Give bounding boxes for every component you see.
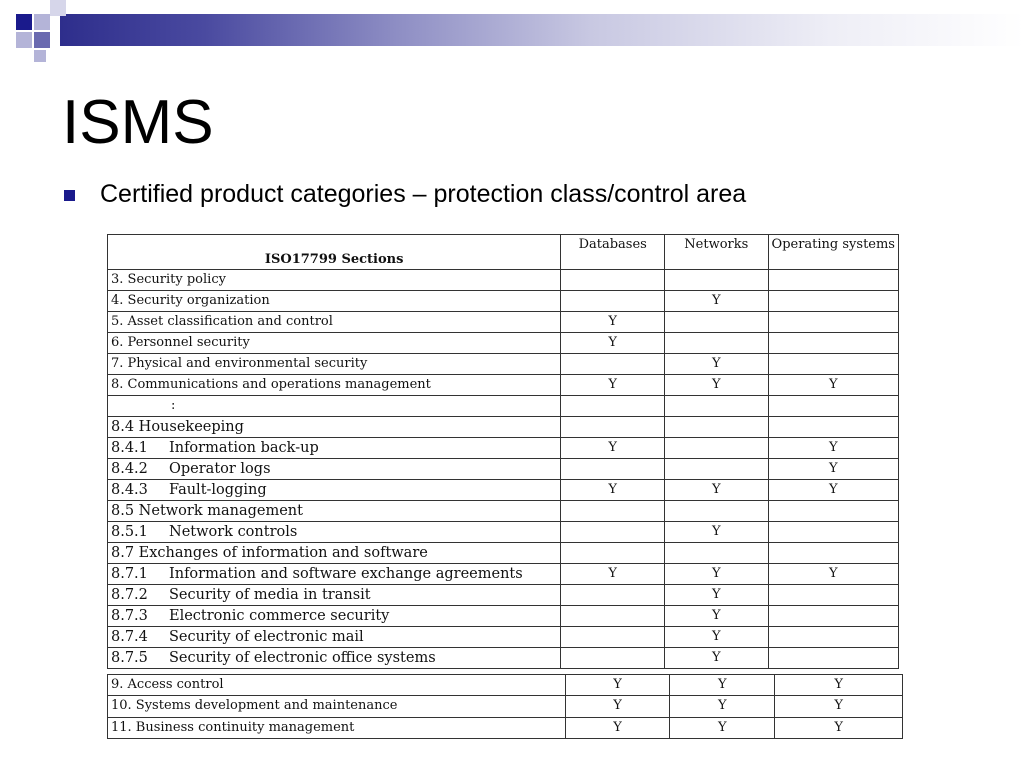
cell-db (561, 354, 665, 375)
cell-os (768, 270, 898, 291)
cell-net (665, 312, 768, 333)
section-cell (108, 270, 561, 291)
section-cell (108, 522, 561, 543)
section-label: 8.7 Exchanges of information and software (111, 545, 428, 561)
cell-net: Y (670, 675, 775, 696)
cell-net (665, 438, 768, 459)
table-row (108, 696, 903, 717)
table-row (108, 417, 899, 438)
cell-os (768, 501, 898, 522)
cell-os (768, 522, 898, 543)
header-sections: ISO17799 Sections (108, 235, 561, 270)
cell-os: Y (768, 375, 898, 396)
cell-db: Y (561, 438, 665, 459)
slide-bullet-text: Certified product categories – protection class/control area (100, 180, 747, 208)
section-label: Operator logs (169, 461, 271, 477)
section-label: Fault-logging (169, 482, 267, 498)
section-cell (108, 543, 561, 564)
cell-net: Y (665, 585, 768, 606)
cell-os (768, 627, 898, 648)
cell-net (665, 417, 768, 438)
cell-net: Y (665, 375, 768, 396)
section-number: 8.5.1 (111, 524, 148, 540)
cell-os (768, 606, 898, 627)
cell-db (561, 459, 665, 480)
table-row (108, 717, 903, 738)
section-label: 11. Business continuity management (108, 717, 566, 738)
header-square-light (50, 0, 66, 16)
cell-db: Y (561, 333, 665, 354)
table-row (108, 396, 899, 417)
cell-net (665, 459, 768, 480)
section-cell (108, 396, 561, 417)
section-cell (108, 627, 561, 648)
section-cell (108, 501, 561, 522)
cell-db: Y (561, 564, 665, 585)
cell-os (768, 291, 898, 312)
cell-db (561, 417, 665, 438)
table-row (108, 312, 899, 333)
header-operating-systems: Operating systems (768, 235, 898, 270)
section-cell (108, 417, 561, 438)
header-square-dark (16, 14, 32, 30)
cell-os: Y (768, 564, 898, 585)
slide-title: ISMS (62, 88, 214, 157)
section-number: 8.7.2 (111, 587, 148, 603)
section-label: 4. Security organization (111, 293, 270, 308)
section-label: 6. Personnel security (111, 335, 250, 350)
cell-net (665, 333, 768, 354)
cell-db: Y (565, 717, 670, 738)
table-row (108, 270, 899, 291)
section-label: Electronic commerce security (169, 608, 390, 624)
cell-os: Y (775, 717, 903, 738)
cell-os (768, 417, 898, 438)
section-label: 8. Communications and operations management (111, 377, 431, 392)
section-label: Security of electronic office systems (169, 650, 436, 666)
cell-net: Y (665, 564, 768, 585)
table-row (108, 522, 899, 543)
section-cell (108, 312, 561, 333)
cell-db (561, 396, 665, 417)
section-number: 8.7.5 (111, 650, 148, 666)
section-label: 7. Physical and environmental security (111, 356, 368, 371)
cell-net: Y (665, 291, 768, 312)
table-row (108, 585, 899, 606)
cell-db (561, 543, 665, 564)
header-square-mid (34, 32, 50, 48)
cell-os (768, 312, 898, 333)
cell-net: Y (665, 606, 768, 627)
section-label: 8.4 Housekeeping (111, 419, 244, 435)
table-row (108, 627, 899, 648)
table-row (108, 459, 899, 480)
section-label: Security of media in transit (169, 587, 371, 603)
table-row (108, 333, 899, 354)
table-row (108, 291, 899, 312)
table-row (108, 606, 899, 627)
section-label: Security of electronic mail (169, 629, 364, 645)
cell-db (561, 291, 665, 312)
header-gradient-bar (60, 14, 1024, 46)
table-row (108, 375, 899, 396)
cell-net: Y (665, 627, 768, 648)
cell-net: Y (665, 480, 768, 501)
section-number: 8.4.3 (111, 482, 148, 498)
section-label: 10. Systems development and maintenance (108, 696, 566, 717)
table-row (108, 675, 903, 696)
section-cell (108, 438, 561, 459)
section-number: 8.4.2 (111, 461, 148, 477)
cell-net: Y (665, 648, 768, 669)
section-cell (108, 564, 561, 585)
section-label: 9. Access control (108, 675, 566, 696)
cell-os (768, 333, 898, 354)
cell-db: Y (565, 696, 670, 717)
cell-net (665, 501, 768, 522)
cell-db (561, 585, 665, 606)
cell-db (561, 501, 665, 522)
cell-db (561, 522, 665, 543)
section-cell (108, 375, 561, 396)
section-number: 8.7.4 (111, 629, 148, 645)
cell-os: Y (775, 696, 903, 717)
section-number: 8.4.1 (111, 440, 148, 456)
iso17799-table (107, 234, 899, 669)
table-row (108, 480, 899, 501)
section-label: : (171, 398, 176, 413)
table-row (108, 354, 899, 375)
cell-db (561, 270, 665, 291)
cell-db: Y (561, 480, 665, 501)
section-cell (108, 459, 561, 480)
cell-os: Y (768, 438, 898, 459)
cell-db (561, 606, 665, 627)
header-square-light (16, 32, 32, 48)
cell-db (561, 648, 665, 669)
cell-net: Y (665, 522, 768, 543)
table-header-row (108, 235, 899, 270)
cell-net: Y (665, 354, 768, 375)
cell-os: Y (768, 459, 898, 480)
section-cell (108, 585, 561, 606)
cell-db: Y (561, 312, 665, 333)
section-label: 8.5 Network management (111, 503, 303, 519)
cell-os (768, 585, 898, 606)
bullet-square-icon (64, 190, 75, 201)
section-label: Network controls (169, 524, 298, 540)
cell-os: Y (768, 480, 898, 501)
header-databases: Databases (561, 235, 665, 270)
cell-os (768, 396, 898, 417)
section-number: 8.7.3 (111, 608, 148, 624)
cell-db: Y (561, 375, 665, 396)
cell-os (768, 648, 898, 669)
section-cell (108, 333, 561, 354)
section-label: 5. Asset classification and control (111, 314, 333, 329)
section-cell (108, 354, 561, 375)
cell-net: Y (670, 717, 775, 738)
section-number: 8.7.1 (111, 566, 148, 582)
section-label: 3. Security policy (111, 272, 226, 287)
table-row (108, 648, 899, 669)
section-cell (108, 606, 561, 627)
section-cell (108, 480, 561, 501)
cell-net (665, 270, 768, 291)
table-row (108, 501, 899, 522)
cell-net (665, 396, 768, 417)
section-cell (108, 648, 561, 669)
section-label: Information and software exchange agreements (169, 566, 523, 582)
cell-os (768, 354, 898, 375)
table-row (108, 543, 899, 564)
table-row (108, 564, 899, 585)
header-networks: Networks (665, 235, 768, 270)
cell-db (561, 627, 665, 648)
cell-os: Y (775, 675, 903, 696)
table-row (108, 438, 899, 459)
cell-net (665, 543, 768, 564)
cell-net: Y (670, 696, 775, 717)
header-square-light (34, 14, 50, 30)
section-cell (108, 291, 561, 312)
cell-os (768, 543, 898, 564)
iso17799-table-continued (107, 674, 903, 739)
section-label: Information back-up (169, 440, 319, 456)
cell-db: Y (565, 675, 670, 696)
header-square-light (34, 50, 46, 62)
